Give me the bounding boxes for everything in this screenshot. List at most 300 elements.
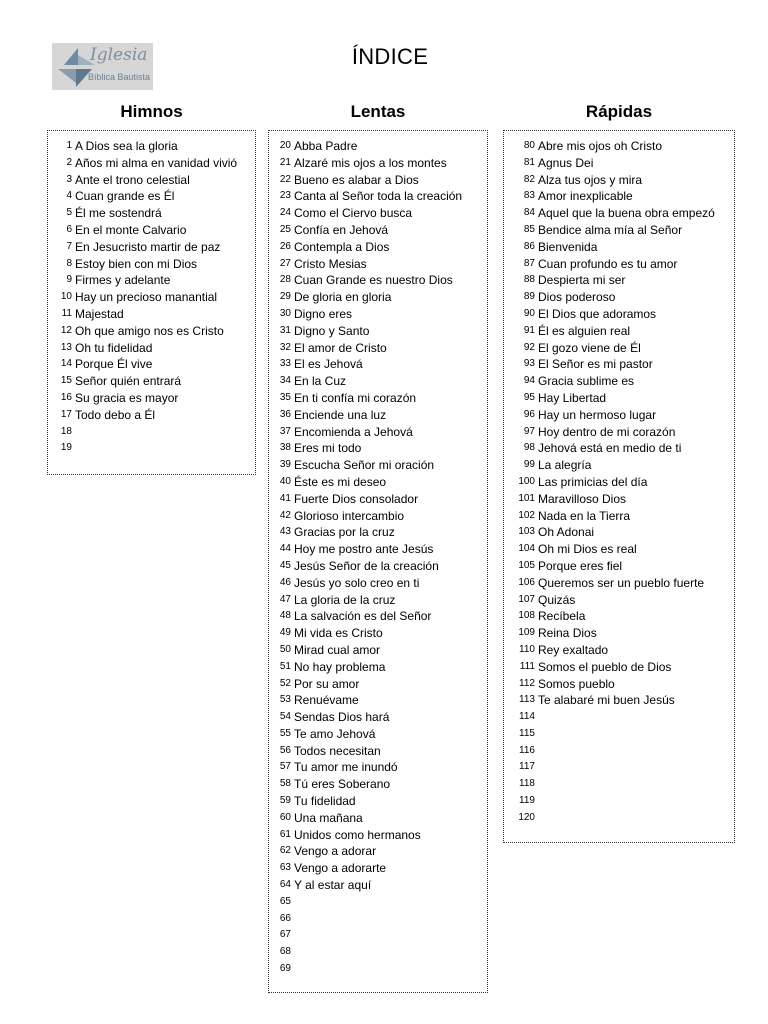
item-number: 11 — [61, 307, 72, 319]
list-item — [269, 205, 487, 222]
list-item — [504, 642, 734, 659]
list-item — [52, 390, 255, 407]
item-number: 30 — [279, 307, 291, 319]
item-number: 97 — [523, 425, 535, 437]
list-item — [269, 726, 487, 743]
item-title: La salvación es del Señor — [294, 609, 432, 624]
item-title: Somos el pueblo de Dios — [538, 659, 672, 674]
item-number: 115 — [519, 727, 535, 739]
item-number: 80 — [523, 140, 535, 151]
item-number: 19 — [60, 442, 72, 454]
item-title: Oh que amigo nos es Cristo — [75, 323, 224, 338]
list-item — [504, 608, 734, 625]
list-item — [52, 306, 255, 323]
item-number: 64 — [279, 879, 291, 891]
list-item — [269, 474, 487, 491]
list-item — [504, 659, 734, 676]
list-item — [504, 424, 734, 441]
list-item — [504, 726, 734, 743]
lentas-list-box — [268, 130, 488, 993]
list-item — [504, 407, 734, 424]
item-number: 44 — [279, 543, 291, 555]
item-number: 52 — [279, 677, 291, 689]
item-title: En Jesucristo martir de paz — [75, 239, 221, 254]
item-title: Gracias por la cruz — [294, 525, 395, 540]
item-number: 38 — [279, 442, 291, 454]
item-title: Cuan grande es Él — [75, 189, 175, 204]
item-title: Escucha Señor mi oración — [294, 458, 435, 473]
list-item — [504, 272, 734, 289]
item-title: Jesús yo solo creo en ti — [294, 575, 420, 590]
item-number: 111 — [519, 660, 535, 672]
item-title: Eres mi todo — [294, 441, 362, 456]
item-title: Amor inexplicable — [538, 189, 633, 204]
column-heading-lentas: Lentas — [350, 102, 406, 121]
item-title: Bienvenida — [538, 239, 598, 254]
list-item — [269, 356, 487, 373]
item-title: Agnus Dei — [538, 155, 594, 170]
item-number: 65 — [279, 895, 291, 907]
item-number: 89 — [523, 291, 535, 303]
list-item — [52, 373, 255, 390]
item-number: 66 — [279, 912, 291, 924]
list-item — [269, 692, 487, 709]
list-item — [269, 659, 487, 676]
item-number: 82 — [523, 173, 535, 185]
list-item — [269, 575, 487, 592]
item-number: 119 — [519, 795, 535, 807]
column-heading-rapidas: Rápidas — [585, 102, 653, 121]
item-number: 92 — [523, 341, 535, 353]
list-item — [504, 306, 734, 323]
item-number: 3 — [66, 173, 72, 185]
list-item — [52, 155, 255, 172]
list-item — [504, 508, 734, 525]
list-item — [504, 373, 734, 390]
list-item — [52, 205, 255, 222]
item-title: Majestad — [75, 306, 124, 321]
list-item — [269, 272, 487, 289]
list-item — [269, 810, 487, 827]
item-title: Enciende una luz — [294, 407, 387, 422]
list-item — [52, 407, 255, 424]
list-item — [269, 759, 487, 776]
item-number: 106 — [518, 576, 535, 588]
list-item — [504, 776, 734, 793]
item-title: Éste es mi deseo — [294, 474, 387, 489]
list-item — [504, 188, 734, 205]
item-title: Él me sostendrá — [75, 206, 162, 221]
item-title: Años mi alma en vanidad vivió — [75, 155, 238, 170]
list-item — [52, 138, 255, 155]
item-title: Firmes y adelante — [75, 273, 171, 288]
item-number: 88 — [523, 274, 535, 286]
item-title: Su gracia es mayor — [75, 390, 179, 405]
item-number: 47 — [279, 593, 291, 605]
item-title: Aquel que la buena obra empezó — [538, 206, 715, 221]
item-title: Jesús Señor de la creación — [294, 558, 439, 573]
item-title: Por su amor — [294, 676, 360, 691]
item-number: 84 — [523, 207, 535, 219]
item-title: Oh Adonai — [538, 525, 595, 540]
item-number: 21 — [279, 156, 291, 168]
item-title: Bendice alma mía al Señor — [538, 222, 683, 237]
item-title: Las primicias del día — [538, 474, 648, 489]
item-number: 13 — [60, 341, 72, 353]
item-number: 39 — [279, 459, 291, 471]
list-item — [269, 155, 487, 172]
item-number: 33 — [279, 358, 291, 370]
item-number: 61 — [279, 828, 291, 840]
page-title: ÍNDICE — [351, 44, 429, 69]
list-item — [504, 592, 734, 609]
item-title: Ante el trono celestial — [75, 172, 190, 187]
item-title: Rey exaltado — [538, 642, 609, 657]
item-number: 40 — [279, 475, 291, 487]
list-item — [269, 373, 487, 390]
item-title: Una mañana — [294, 810, 363, 825]
item-title: Alzaré mis ojos a los montes — [294, 155, 447, 170]
item-title: Confía en Jehová — [294, 222, 389, 237]
item-number: 51 — [279, 660, 291, 672]
item-number: 10 — [60, 291, 72, 303]
item-title: Nada en la Tierra — [538, 508, 631, 523]
item-number: 48 — [279, 610, 291, 622]
lentas-list — [269, 138, 487, 978]
item-number: 83 — [523, 190, 535, 202]
item-number: 16 — [60, 391, 72, 403]
list-item — [504, 759, 734, 776]
logo-subtitle: Bíblica Bautista — [88, 72, 151, 82]
list-item — [52, 356, 255, 373]
list-item — [504, 205, 734, 222]
item-title: Despierta mi ser — [538, 273, 626, 288]
item-number: 6 — [66, 223, 72, 235]
item-title: La alegría — [538, 458, 592, 473]
list-item — [269, 709, 487, 726]
item-title: Fuerte Dios consolador — [294, 491, 419, 506]
item-title: El amor de Cristo — [294, 340, 387, 355]
list-item — [52, 222, 255, 239]
item-number: 60 — [279, 811, 291, 823]
list-item — [504, 541, 734, 558]
list-item — [269, 911, 487, 928]
item-number: 50 — [279, 643, 291, 655]
item-number: 67 — [279, 929, 291, 941]
item-number: 8 — [66, 257, 72, 269]
list-item — [269, 642, 487, 659]
list-item — [269, 877, 487, 894]
list-item — [269, 524, 487, 541]
list-item — [504, 340, 734, 357]
item-title: Él es alguien real — [538, 323, 631, 338]
item-number: 54 — [279, 711, 291, 723]
list-item — [504, 138, 734, 155]
item-number: 42 — [279, 509, 291, 521]
himnos-list — [52, 138, 255, 457]
list-item — [269, 827, 487, 844]
item-number: 110 — [519, 643, 535, 655]
item-title: Maravilloso Dios — [538, 491, 627, 506]
item-number: 57 — [279, 761, 291, 773]
item-title: Renuévame — [294, 693, 359, 708]
item-title: Quizás — [538, 592, 576, 607]
item-number: 90 — [523, 307, 535, 319]
list-item — [269, 440, 487, 457]
item-number: 58 — [279, 778, 291, 790]
item-title: Porque Él vive — [75, 357, 153, 372]
item-number: 43 — [279, 526, 291, 538]
item-title: Cristo Mesias — [294, 256, 367, 271]
item-number: 100 — [518, 475, 535, 487]
item-number: 49 — [279, 627, 291, 639]
item-title: Digno eres — [294, 306, 353, 321]
list-item — [52, 239, 255, 256]
item-title: Porque eres fiel — [538, 558, 623, 573]
item-number: 86 — [523, 240, 535, 252]
item-number: 26 — [279, 240, 291, 252]
logo-wordmark: Iglesia — [90, 45, 148, 65]
item-number: 117 — [519, 761, 535, 773]
item-title: Jehová está en medio de ti — [538, 441, 682, 456]
list-item — [269, 172, 487, 189]
list-item — [504, 810, 734, 827]
item-title: Abba Padre — [294, 139, 358, 153]
item-number: 68 — [279, 946, 291, 958]
item-number: 34 — [279, 375, 291, 387]
item-title: Contempla a Dios — [294, 239, 390, 254]
list-item — [269, 894, 487, 911]
list-item — [269, 860, 487, 877]
item-number: 94 — [523, 375, 535, 387]
rapidas-list-box — [503, 130, 735, 843]
item-title: Oh tu fidelidad — [75, 340, 153, 355]
list-item — [52, 272, 255, 289]
item-number: 53 — [279, 694, 291, 706]
list-item — [269, 491, 487, 508]
item-number: 14 — [60, 358, 72, 370]
item-title: Canta al Señor toda la creación — [294, 189, 463, 204]
item-title: Hay un hermoso lugar — [538, 407, 657, 422]
item-title: Hay Libertad — [538, 390, 607, 405]
list-item — [504, 390, 734, 407]
list-item — [269, 457, 487, 474]
item-number: 91 — [523, 324, 535, 336]
list-item — [269, 541, 487, 558]
item-number: 56 — [279, 744, 291, 756]
item-title: El es Jehová — [294, 357, 363, 372]
list-item — [269, 508, 487, 525]
list-item — [269, 340, 487, 357]
item-number: 116 — [519, 744, 535, 756]
item-title: Vengo a adorar — [294, 844, 377, 859]
item-title: Abre mis ojos oh Cristo — [538, 139, 663, 153]
list-item — [269, 843, 487, 860]
item-title: Tú eres Soberano — [294, 777, 391, 792]
list-item — [504, 222, 734, 239]
item-number: 31 — [279, 324, 291, 336]
item-number: 98 — [523, 442, 535, 454]
item-number: 102 — [518, 509, 535, 521]
item-number: 107 — [518, 593, 535, 605]
item-number: 114 — [519, 711, 535, 723]
list-item — [504, 743, 734, 760]
item-number: 85 — [523, 223, 535, 235]
list-item — [504, 676, 734, 693]
list-item — [269, 743, 487, 760]
item-number: 37 — [279, 425, 291, 437]
list-item — [52, 256, 255, 273]
list-item — [52, 323, 255, 340]
item-title: Señor quién entrará — [75, 374, 182, 389]
list-item — [504, 558, 734, 575]
list-item — [52, 188, 255, 205]
item-number: 15 — [60, 375, 72, 387]
item-number: 5 — [66, 207, 72, 219]
item-title: Somos pueblo — [538, 676, 615, 691]
list-item — [504, 575, 734, 592]
item-title: Hay un precioso manantial — [75, 290, 218, 305]
item-number: 112 — [519, 677, 535, 689]
list-item — [52, 172, 255, 189]
item-title: Te amo Jehová — [294, 726, 376, 741]
list-item — [269, 944, 487, 961]
list-item — [269, 289, 487, 306]
item-number: 103 — [518, 526, 535, 538]
list-item — [269, 222, 487, 239]
list-item — [504, 155, 734, 172]
item-title: El Dios que adoramos — [538, 306, 657, 321]
list-item — [504, 491, 734, 508]
item-number: 7 — [66, 240, 72, 252]
list-item — [269, 390, 487, 407]
list-item — [269, 424, 487, 441]
item-number: 109 — [518, 627, 535, 639]
item-title: Digno y Santo — [294, 323, 370, 338]
item-title: Tu amor me inundó — [294, 760, 398, 775]
list-item — [504, 474, 734, 491]
item-title: Bueno es alabar a Dios — [294, 172, 419, 187]
item-title: Oh mi Dios es real — [538, 542, 637, 557]
item-number: 9 — [66, 274, 72, 286]
item-number: 45 — [279, 559, 291, 571]
item-number: 20 — [279, 140, 291, 151]
item-title: Todo debo a Él — [75, 407, 156, 422]
item-number: 87 — [523, 257, 535, 269]
item-number: 32 — [279, 341, 291, 353]
list-item — [504, 709, 734, 726]
item-number: 1 — [66, 140, 72, 151]
item-title: Encomienda a Jehová — [294, 424, 413, 439]
item-number: 28 — [279, 274, 291, 286]
item-number: 81 — [523, 156, 535, 168]
list-item — [269, 592, 487, 609]
item-number: 62 — [279, 845, 291, 857]
item-number: 59 — [279, 795, 291, 807]
item-number: 41 — [279, 492, 291, 504]
item-title: Hoy me postro ante Jesús — [294, 542, 434, 557]
list-item — [504, 356, 734, 373]
item-title: Queremos ser un pueblo fuerte — [538, 575, 705, 590]
item-title: El gozo viene de Él — [538, 340, 641, 355]
list-item — [52, 340, 255, 357]
item-title: No hay problema — [294, 659, 386, 674]
item-number: 120 — [518, 811, 535, 823]
item-title: Unidos como hermanos — [294, 827, 421, 842]
item-title: Mi vida es Cristo — [294, 626, 383, 641]
item-title: Glorioso intercambio — [294, 508, 405, 523]
item-number: 96 — [523, 408, 535, 420]
item-number: 101 — [518, 492, 535, 504]
himnos-list-box — [47, 130, 256, 475]
item-number: 12 — [60, 324, 72, 336]
list-item — [504, 323, 734, 340]
list-item — [269, 793, 487, 810]
list-item — [504, 172, 734, 189]
item-title: Vengo a adorarte — [294, 861, 387, 876]
item-title: Te alabaré mi buen Jesús — [538, 693, 675, 708]
list-item — [504, 524, 734, 541]
list-item — [504, 440, 734, 457]
item-number: 29 — [279, 291, 291, 303]
item-number: 105 — [518, 559, 535, 571]
item-title: En el monte Calvario — [75, 222, 187, 237]
item-number: 17 — [60, 408, 72, 420]
item-number: 36 — [279, 408, 291, 420]
item-title: Cuan Grande es nuestro Dios — [294, 273, 453, 288]
list-item — [269, 961, 487, 978]
item-title: Todos necesitan — [294, 743, 381, 758]
item-title: Recíbela — [538, 609, 586, 624]
list-item — [269, 306, 487, 323]
item-number: 46 — [279, 576, 291, 588]
item-number: 22 — [279, 173, 291, 185]
item-number: 108 — [518, 610, 535, 622]
item-title: Estoy bien con mi Dios — [75, 256, 198, 271]
item-title: Dios poderoso — [538, 290, 616, 305]
item-number: 18 — [60, 425, 72, 437]
item-number: 99 — [523, 459, 535, 471]
list-item — [504, 692, 734, 709]
list-item — [504, 256, 734, 273]
item-title: Y al estar aquí — [294, 878, 372, 893]
list-item — [269, 558, 487, 575]
rapidas-list — [504, 138, 734, 827]
list-item — [269, 776, 487, 793]
list-item — [504, 457, 734, 474]
list-item — [269, 407, 487, 424]
list-item — [504, 239, 734, 256]
list-item — [269, 676, 487, 693]
list-item — [504, 793, 734, 810]
item-title: Tu fidelidad — [294, 794, 356, 809]
list-item — [52, 424, 255, 441]
list-item — [269, 323, 487, 340]
item-title: Sendas Dios hará — [294, 710, 390, 725]
item-title: En la Cuz — [294, 374, 347, 389]
item-title: Reina Dios — [538, 626, 597, 641]
list-item — [52, 289, 255, 306]
item-number: 4 — [66, 190, 72, 202]
item-number: 25 — [279, 223, 291, 235]
item-title: Como el Ciervo busca — [294, 206, 413, 221]
item-number: 24 — [279, 207, 291, 219]
item-title: A Dios sea la gloria — [75, 139, 178, 153]
item-title: Cuan profundo es tu amor — [538, 256, 678, 271]
column-heading-himnos: Himnos — [120, 102, 183, 121]
item-number: 63 — [279, 862, 291, 874]
item-title: De gloria en gloria — [294, 290, 392, 305]
